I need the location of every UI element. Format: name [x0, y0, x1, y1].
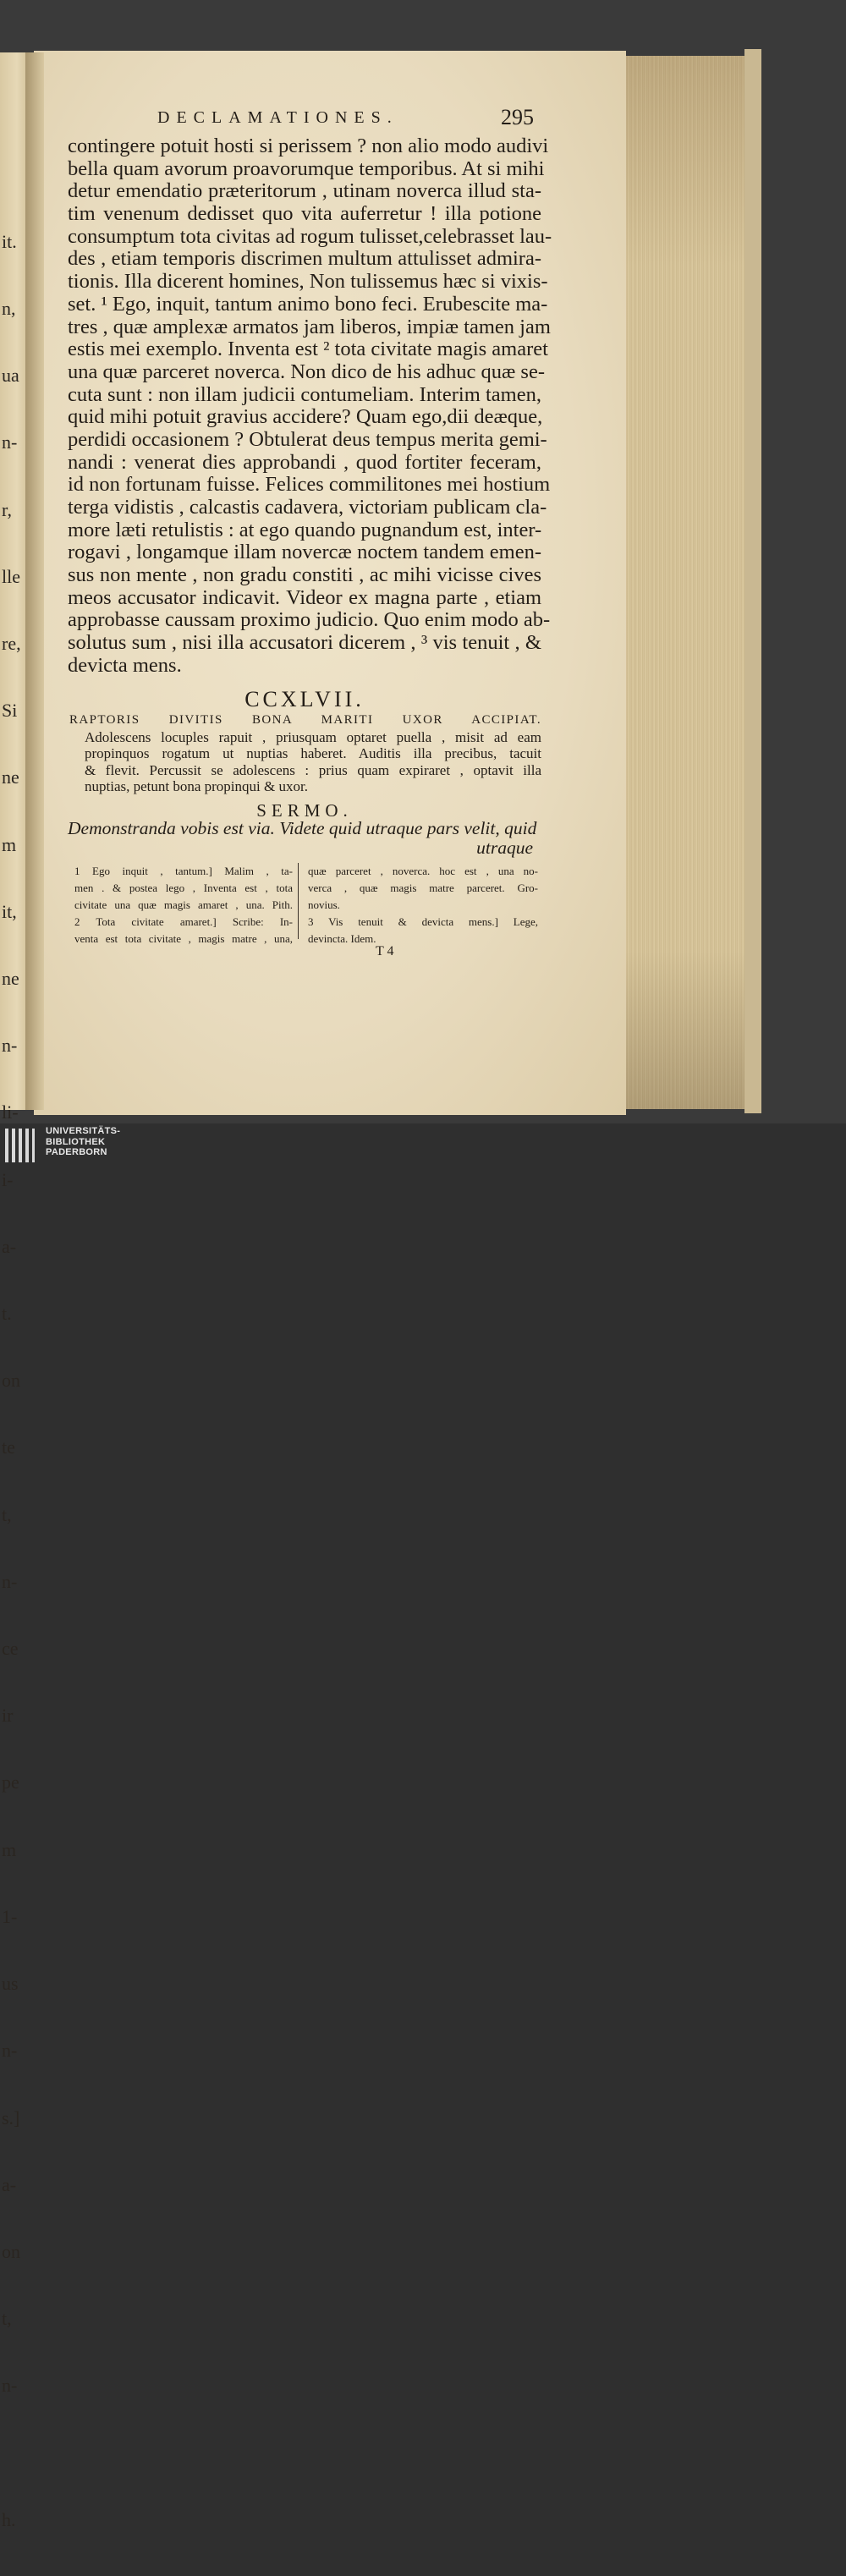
- running-header: [157, 105, 534, 137]
- summary-line: nuptias, petunt bona propinqui & uxor.: [85, 778, 308, 794]
- text-line: solutus sum , nisi illa accusatori dicerem , ³ vis tenuit , &: [68, 631, 541, 655]
- running-title: DECLAMATIONES.: [157, 108, 398, 127]
- text-line: meos accusator indicavit. Videor ex magna parte , etiam: [68, 585, 541, 609]
- left-fragment: n-: [2, 431, 18, 453]
- text-line: more læti retulistis : at ego quando pugnandum est, inter-: [68, 518, 542, 541]
- text-line: estis mei exemplo. Inventa est ² tota civitate magis amaret: [68, 338, 548, 361]
- signature-mark: T 4: [376, 944, 394, 958]
- sermo-line: Demonstranda vobis est via. Videte quid utraque pars velit, quid: [68, 818, 537, 838]
- left-fragment: t,: [2, 1503, 12, 1525]
- left-fragment: ua: [2, 365, 19, 387]
- main-text: [68, 135, 552, 678]
- text-line: approbasse caussam proximo judicio. Quo enim modo ab-: [68, 608, 551, 632]
- left-fragment: n-: [2, 1035, 18, 1057]
- page-block-edges: [622, 56, 757, 1109]
- left-fragment: a-: [2, 1235, 17, 1257]
- text-line: set. ¹ Ego, inquit, tantum animo bono feci. Erubescite ma-: [68, 292, 548, 316]
- left-fragment: on: [2, 1370, 20, 1392]
- footnote-line: verca , quæ magis matre parceret. Gro-: [308, 882, 538, 894]
- left-fragment: s.]: [2, 2106, 20, 2128]
- footnote-column-rule: [298, 863, 299, 939]
- sermo-text: [68, 818, 537, 858]
- left-fragment: lle: [2, 565, 20, 587]
- left-fragment: ne: [2, 766, 19, 788]
- text-line: cuta sunt : non illam judicii contumeliam. Interim tamen,: [68, 382, 541, 406]
- footnote-line: 1 Ego inquit , tantum.] Malim , ta-: [74, 865, 293, 877]
- left-fragment: n-: [2, 1570, 18, 1592]
- left-fragment: ne: [2, 968, 19, 990]
- text-line: rogavi , longamque illam novercæ noctem tandem emen-: [68, 541, 541, 564]
- footnote-line: 3 Vis tenuit & devicta mens.] Lege,: [308, 915, 538, 928]
- footnote-line: men . & postea lego , Inventa est , tota: [74, 882, 293, 894]
- text-line: nandi : venerat dies approbandi , quod fortiter feceram,: [68, 450, 541, 474]
- back-cover: [744, 49, 761, 1113]
- text-line: id non fortunam fuisse. Felices commilitones mei hostium: [68, 473, 551, 497]
- left-fragment: 1-: [2, 1905, 18, 1927]
- text-line: consumptum tota civitas ad rogum tulisset,celebrasset lau-: [68, 224, 552, 248]
- summary-line: & flevit. Percussit se adolescens : prius quam expiraret , optavit illa: [85, 761, 541, 778]
- text-line: tionis. Illa dicerent homines, Non tulissemus hæc si vixis-: [68, 270, 548, 294]
- text-line: una quæ parceret noverca. Non dico de his adhuc quæ se-: [68, 360, 545, 383]
- text-line: contingere potuit hosti si perissem ? non alio modo audivi: [68, 135, 549, 157]
- footnotes-left: [74, 863, 293, 947]
- left-fragment: a-: [2, 2173, 17, 2195]
- text-line: bella quam avorum proavorumque temporibus. At si mihi: [68, 157, 545, 180]
- institution-line: BIBLIOTHEK: [46, 1136, 106, 1147]
- text-line: quid mihi potuit gravius accidere? Quam ego,dii deæque,: [68, 405, 543, 429]
- footnote-line: devincta. Idem.: [308, 932, 376, 945]
- footnote-line: civitate una quæ magis amaret , una. Pith.: [74, 898, 293, 911]
- left-fragment: it.: [2, 230, 17, 252]
- footnote-line: venta est tota civitate , magis matre , una,: [74, 932, 293, 945]
- left-fragment: n,: [2, 298, 16, 320]
- footnote-line: novius.: [308, 898, 340, 911]
- left-fragment: m: [2, 1838, 17, 1860]
- text-line: des , etiam temporis discrimen multum attulisset admira-: [68, 247, 541, 271]
- library-logo-icon: [5, 1129, 39, 1162]
- left-fragment: [2, 2442, 30, 2464]
- text-line: sus non mente , non gradu constiti , ac mihi vicisse cives: [68, 563, 541, 587]
- left-fragment: re,: [2, 633, 21, 655]
- footnote-line: 2 Tota civitate amaret.] Scribe: In-: [74, 915, 293, 928]
- footnote-line: quæ parceret , noverca. hoc est , una no-: [308, 865, 538, 877]
- left-fragment: i-: [2, 1168, 14, 1190]
- left-fragment: pe: [2, 1771, 19, 1793]
- left-fragment: r,: [2, 498, 12, 520]
- text-line: terga vidistis , calcastis cadavera, victoriam publicam cla-: [68, 496, 547, 519]
- summary-line: propinquos rogatum ut nuptias haberet. Auditis illa precibus, tacuit: [85, 745, 541, 761]
- footnotes-right: [308, 863, 538, 947]
- section-number: CCXLVII.: [244, 687, 365, 711]
- summary-line: RAPTORIS DIVITIS BONA MARITI UXOR ACCIPIAT.: [69, 713, 541, 727]
- left-fragment: ce: [2, 1638, 19, 1660]
- left-fragment: t.: [2, 1303, 12, 1325]
- declamation-summary: [69, 712, 541, 795]
- left-fragment: te: [2, 1436, 15, 1458]
- summary-line: Adolescens locuples rapuit , priusquam optaret puella , misit ad eam: [85, 728, 541, 745]
- institution-name: [46, 1126, 120, 1158]
- institution-line: UNIVERSITÄTS-: [46, 1126, 121, 1136]
- left-fragment: n-: [2, 2375, 18, 2397]
- left-fragment: li-: [2, 1101, 19, 1123]
- left-fragment: Si: [2, 700, 18, 722]
- left-fragment: on: [2, 2240, 20, 2262]
- text-line: devicta mens.: [68, 653, 182, 677]
- left-fragment: m: [2, 833, 17, 855]
- left-fragment: h.: [2, 2508, 16, 2530]
- book-gutter: [25, 52, 44, 1110]
- left-fragment: us: [2, 1973, 19, 1995]
- left-fragment: it,: [2, 900, 17, 922]
- text-line: perdidi occasionem ? Obtulerat deus tempus merita gemi-: [68, 427, 547, 451]
- page-number: 295: [501, 105, 534, 129]
- sermo-line: utraque: [476, 838, 533, 858]
- text-line: tim venenum dedisset quo vita auferretur ! illa potione: [68, 202, 541, 226]
- footer-bar: [0, 1123, 846, 1167]
- left-fragment: ir: [2, 1705, 14, 1727]
- institution-line: PADERBORN: [46, 1147, 107, 1157]
- left-fragment: n-: [2, 2040, 18, 2062]
- sermo-heading: SERMO.: [256, 800, 353, 821]
- text-line: detur emendatio præteritorum , utinam noverca illud sta-: [68, 179, 541, 203]
- left-fragment: t,: [2, 2308, 12, 2330]
- text-line: tres , quæ amplexæ armatos jam liberos, impiæ tamen jam: [68, 315, 551, 338]
